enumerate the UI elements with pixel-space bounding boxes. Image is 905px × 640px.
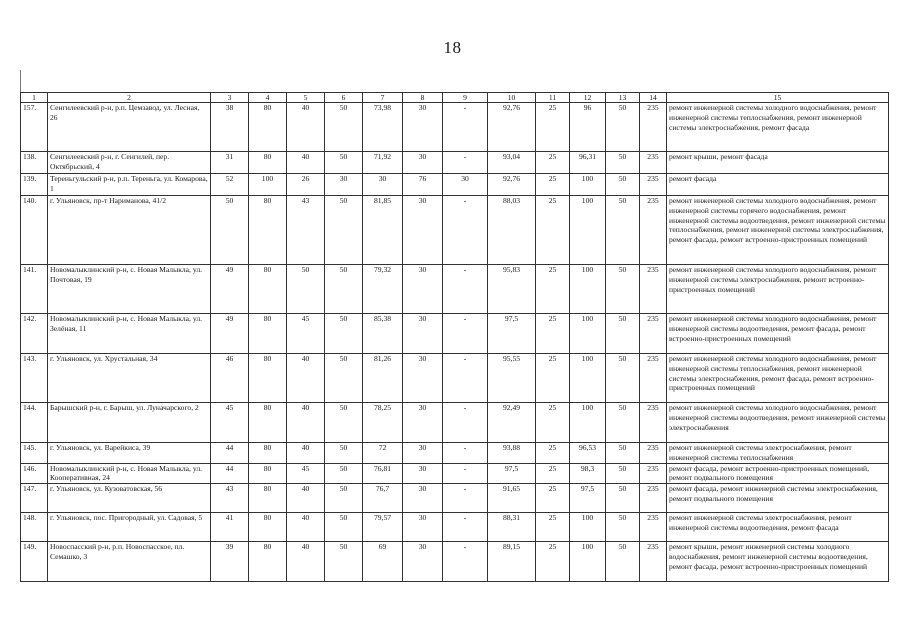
col-3: 31: [211, 152, 249, 174]
col-4: 80: [249, 403, 287, 443]
header-cell: 8: [403, 93, 443, 103]
col-7: 79,57: [363, 513, 403, 542]
header-cell: 14: [640, 93, 667, 103]
row-number: 146.: [21, 463, 48, 484]
col-11: 25: [536, 403, 570, 443]
works-list: ремонт инженерной системы холодного водоснабжения, ремонт инженерной системы водоотведения, ремонт инженерной системы электроснабжения: [667, 403, 889, 443]
col-10: 95,83: [488, 265, 536, 314]
col-9: -: [443, 484, 488, 513]
col-6: 50: [325, 354, 363, 403]
col-9: -: [443, 463, 488, 484]
col-3: 50: [211, 196, 249, 265]
col-4: 80: [249, 513, 287, 542]
address: Новомалыклинский р-н, с. Новая Малыкла, ул. Почтовая, 19: [48, 265, 211, 314]
works-list: ремонт инженерной системы холодного водоснабжения, ремонт инженерной системы водоотведения, ремонт фасада, ремонт встроенно-пристроенных помещений: [667, 314, 889, 354]
col-11: 25: [536, 174, 570, 196]
col-13: 50: [606, 152, 640, 174]
works-list: ремонт инженерной системы холодного водоснабжения, ремонт инженерной системы электроснабжения, ремонт встроенно-пристроенных помещений: [667, 265, 889, 314]
col-6: 50: [325, 152, 363, 174]
col-9: -: [443, 542, 488, 582]
col-13: 50: [606, 513, 640, 542]
row-number: 145.: [21, 443, 48, 464]
col-5: 40: [287, 542, 325, 582]
col-7: 81,26: [363, 354, 403, 403]
col-4: 100: [249, 174, 287, 196]
table-row: [21, 463, 889, 484]
col-8: 30: [403, 354, 443, 403]
col-13: 50: [606, 542, 640, 582]
col-14: 235: [640, 196, 667, 265]
col-10: 97,5: [488, 314, 536, 354]
address: Новоспасский р-н, р.п. Новоспасское, пл. Семашко, 3: [48, 542, 211, 582]
col-3: 52: [211, 174, 249, 196]
col-12: 100: [570, 196, 606, 265]
col-5: 45: [287, 314, 325, 354]
col-5: 26: [287, 174, 325, 196]
col-11: 25: [536, 463, 570, 484]
address: Тереньгульский р-н, р.п. Тереньга, ул. Комарова, 1: [48, 174, 211, 196]
col-11: 25: [536, 196, 570, 265]
header-cell: 5: [287, 93, 325, 103]
col-11: 25: [536, 443, 570, 464]
col-5: 40: [287, 443, 325, 464]
col-14: 235: [640, 174, 667, 196]
table-row: [21, 152, 889, 174]
works-list: ремонт крыши, ремонт фасада: [667, 152, 889, 174]
table-row: [21, 484, 889, 513]
col-7: 73,98: [363, 103, 403, 152]
col-6: 50: [325, 314, 363, 354]
col-6: 50: [325, 265, 363, 314]
col-14: 235: [640, 403, 667, 443]
col-12: 100: [570, 403, 606, 443]
col-9: -: [443, 513, 488, 542]
col-12: 96,53: [570, 443, 606, 464]
address: г. Ульяновск, ул. Варейкиса, 39: [48, 443, 211, 464]
address: г. Ульяновск, ул. Кузоватовская, 56: [48, 484, 211, 513]
col-3: 45: [211, 403, 249, 443]
col-9: -: [443, 443, 488, 464]
col-4: 80: [249, 314, 287, 354]
col-8: 30: [403, 152, 443, 174]
col-13: 50: [606, 265, 640, 314]
col-11: 25: [536, 265, 570, 314]
col-10: 95,55: [488, 354, 536, 403]
row-number: 157.: [21, 103, 48, 152]
col-5: 45: [287, 463, 325, 484]
col-12: 100: [570, 513, 606, 542]
address: Новомалыклинский р-н, с. Новая Малыкла, ул. Зелёная, 11: [48, 314, 211, 354]
table-row: [21, 174, 889, 196]
col-14: 235: [640, 103, 667, 152]
header-cell: 9: [443, 93, 488, 103]
address: Сенгилеевский р-н, р.п. Цемзавод, ул. Лесная, 26: [48, 103, 211, 152]
header-cell: 12: [570, 93, 606, 103]
address: г. Ульяновск, пос. Пригородный, ул. Садовая, 5: [48, 513, 211, 542]
col-7: 72: [363, 443, 403, 464]
row-number: 149.: [21, 542, 48, 582]
col-11: 25: [536, 103, 570, 152]
col-9: -: [443, 403, 488, 443]
col-8: 30: [403, 403, 443, 443]
works-list: ремонт инженерной системы холодного водоснабжения, ремонт инженерной системы теплоснабжения, ремонт инженерной системы электроснабжения, ремонт фасада, ремонт встроенно-пристроенных помещений: [667, 354, 889, 403]
col-5: 43: [287, 196, 325, 265]
col-10: 93,04: [488, 152, 536, 174]
col-4: 80: [249, 196, 287, 265]
address: г. Ульяновск, ул. Хрустальная, 34: [48, 354, 211, 403]
col-13: 50: [606, 314, 640, 354]
col-10: 91,65: [488, 484, 536, 513]
col-4: 80: [249, 542, 287, 582]
col-13: 50: [606, 174, 640, 196]
col-10: 92,49: [488, 403, 536, 443]
address: Сенгилеевский р-н, г. Сенгилей, пер. Октябрьский, 4: [48, 152, 211, 174]
header-cell: 2: [48, 93, 211, 103]
col-8: 76: [403, 174, 443, 196]
col-12: 100: [570, 314, 606, 354]
col-12: 98,3: [570, 463, 606, 484]
col-10: 97,5: [488, 463, 536, 484]
works-list: ремонт инженерной системы электроснабжения, ремонт инженерной системы водоотведения, ремонт фасада: [667, 513, 889, 542]
col-5: 40: [287, 513, 325, 542]
col-12: 100: [570, 542, 606, 582]
header-cell: 7: [363, 93, 403, 103]
row-number: 139.: [21, 174, 48, 196]
col-13: 50: [606, 403, 640, 443]
col-7: 76,81: [363, 463, 403, 484]
row-number: 148.: [21, 513, 48, 542]
col-14: 235: [640, 314, 667, 354]
col-6: 50: [325, 513, 363, 542]
col-5: 40: [287, 152, 325, 174]
address: Барышский р-н, г. Барыш, ул. Луначарского, 2: [48, 403, 211, 443]
col-11: 25: [536, 314, 570, 354]
col-8: 30: [403, 484, 443, 513]
col-12: 100: [570, 265, 606, 314]
col-3: 44: [211, 463, 249, 484]
col-8: 30: [403, 314, 443, 354]
col-14: 235: [640, 484, 667, 513]
col-14: 235: [640, 513, 667, 542]
col-8: 30: [403, 265, 443, 314]
works-list: ремонт инженерной системы электроснабжения, ремонт инженерной системы теплоснабжения: [667, 443, 889, 464]
col-12: 100: [570, 354, 606, 403]
col-9: -: [443, 265, 488, 314]
col-7: 30: [363, 174, 403, 196]
col-7: 78,25: [363, 403, 403, 443]
col-3: 41: [211, 513, 249, 542]
header-cell: 4: [249, 93, 287, 103]
col-3: 38: [211, 103, 249, 152]
works-list: ремонт инженерной системы холодного водоснабжения, ремонт инженерной системы горячего водоснабжения, ремонт инженерной системы водоотведения, ремонт инженерной системы теплоснабжения, ремонт инженерной системы электроснабжения, ремонт фасада, ремонт встроенно-пристроенных помещений: [667, 196, 889, 265]
col-11: 25: [536, 354, 570, 403]
col-4: 80: [249, 443, 287, 464]
col-13: 50: [606, 103, 640, 152]
col-12: 100: [570, 174, 606, 196]
col-8: 30: [403, 443, 443, 464]
works-list: ремонт фасада, ремонт инженерной системы электроснабжения, ремонт подвального помещения: [667, 484, 889, 513]
header-cell: 13: [606, 93, 640, 103]
col-11: 25: [536, 484, 570, 513]
table-row: [21, 513, 889, 542]
table-row: [21, 196, 889, 265]
row-number: 143.: [21, 354, 48, 403]
col-8: 30: [403, 513, 443, 542]
address: г. Ульяновск, пр-т Нариманова, 41/2: [48, 196, 211, 265]
col-14: 235: [640, 463, 667, 484]
col-9: -: [443, 103, 488, 152]
col-9: -: [443, 314, 488, 354]
col-3: 44: [211, 443, 249, 464]
col-9: -: [443, 354, 488, 403]
col-5: 40: [287, 103, 325, 152]
col-4: 80: [249, 265, 287, 314]
col-6: 50: [325, 103, 363, 152]
col-3: 49: [211, 314, 249, 354]
row-number: 144.: [21, 403, 48, 443]
row-number: 141.: [21, 265, 48, 314]
col-9: 30: [443, 174, 488, 196]
col-4: 80: [249, 463, 287, 484]
col-9: -: [443, 152, 488, 174]
header-cell: 10: [488, 93, 536, 103]
margin-rule: [20, 70, 21, 92]
table-row: [21, 103, 889, 152]
header-cell: 1: [21, 93, 48, 103]
col-10: 89,15: [488, 542, 536, 582]
col-14: 235: [640, 152, 667, 174]
repair-table: [20, 92, 889, 582]
header-cell: 6: [325, 93, 363, 103]
col-5: 40: [287, 484, 325, 513]
col-14: 235: [640, 443, 667, 464]
col-14: 235: [640, 354, 667, 403]
row-number: 142.: [21, 314, 48, 354]
header-cell: 3: [211, 93, 249, 103]
col-7: 76,7: [363, 484, 403, 513]
table-row: [21, 443, 889, 464]
col-5: 50: [287, 265, 325, 314]
col-4: 80: [249, 354, 287, 403]
header-cell: 11: [536, 93, 570, 103]
col-7: 69: [363, 542, 403, 582]
col-12: 96: [570, 103, 606, 152]
col-10: 88,03: [488, 196, 536, 265]
col-9: -: [443, 196, 488, 265]
header-cell: 15: [667, 93, 889, 103]
col-6: 50: [325, 403, 363, 443]
col-6: 50: [325, 196, 363, 265]
col-11: 25: [536, 152, 570, 174]
col-10: 92,76: [488, 103, 536, 152]
col-10: 93,88: [488, 443, 536, 464]
page-number: 18: [443, 38, 462, 57]
col-6: 30: [325, 174, 363, 196]
row-number: 138.: [21, 152, 48, 174]
table-row: [21, 403, 889, 443]
row-number: 140.: [21, 196, 48, 265]
table-row: [21, 265, 889, 314]
col-7: 81,85: [363, 196, 403, 265]
col-6: 50: [325, 484, 363, 513]
col-10: 88,31: [488, 513, 536, 542]
works-list: ремонт фасада, ремонт встроенно-пристроенных помещений, ремонт подвального помещения: [667, 463, 889, 484]
col-4: 80: [249, 103, 287, 152]
col-6: 50: [325, 463, 363, 484]
col-6: 50: [325, 443, 363, 464]
col-13: 50: [606, 484, 640, 513]
col-8: 30: [403, 196, 443, 265]
col-13: 50: [606, 354, 640, 403]
col-14: 235: [640, 542, 667, 582]
col-4: 80: [249, 152, 287, 174]
header-row: [21, 93, 889, 103]
col-13: 50: [606, 443, 640, 464]
col-11: 25: [536, 513, 570, 542]
table-row: [21, 354, 889, 403]
col-7: 85,38: [363, 314, 403, 354]
col-14: 235: [640, 265, 667, 314]
row-number: 147.: [21, 484, 48, 513]
col-8: 30: [403, 542, 443, 582]
col-5: 40: [287, 354, 325, 403]
col-3: 43: [211, 484, 249, 513]
col-11: 25: [536, 542, 570, 582]
col-10: 92,76: [488, 174, 536, 196]
col-12: 96,31: [570, 152, 606, 174]
table-row: [21, 314, 889, 354]
col-7: 79,32: [363, 265, 403, 314]
col-3: 46: [211, 354, 249, 403]
col-5: 40: [287, 403, 325, 443]
col-3: 39: [211, 542, 249, 582]
col-7: 71,92: [363, 152, 403, 174]
col-4: 80: [249, 484, 287, 513]
works-list: ремонт крыши, ремонт инженерной системы холодного водоснабжения, ремонт инженерной системы водоотведения, ремонт фасада, ремонт встроенно-пристроенных помещений: [667, 542, 889, 582]
col-8: 30: [403, 463, 443, 484]
works-list: ремонт инженерной системы холодного водоснабжения, ремонт инженерной системы теплоснабжения, ремонт инженерной системы электроснабжения, ремонт фасада: [667, 103, 889, 152]
col-13: 50: [606, 463, 640, 484]
works-list: ремонт фасада: [667, 174, 889, 196]
col-8: 30: [403, 103, 443, 152]
col-6: 50: [325, 542, 363, 582]
col-13: 50: [606, 196, 640, 265]
col-12: 97,5: [570, 484, 606, 513]
address: Новомалыклинский р-н, с. Новая Малыкла, ул. Кооперативная, 24: [48, 463, 211, 484]
table-row: [21, 542, 889, 582]
col-3: 49: [211, 265, 249, 314]
